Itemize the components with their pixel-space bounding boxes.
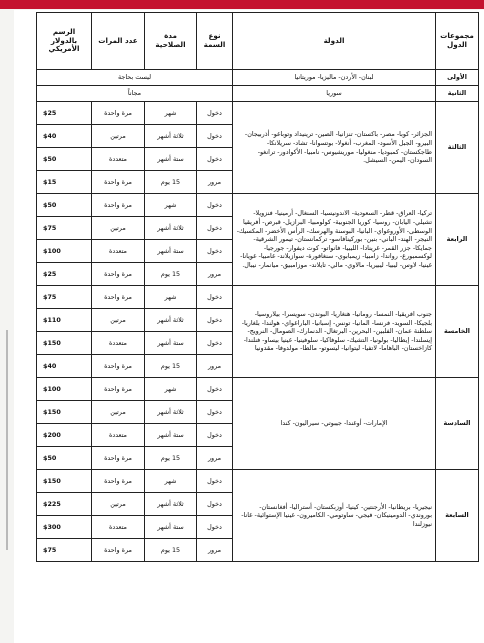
group-note: ليست بحاجة xyxy=(37,70,233,86)
entries-cell: مرة واحدة xyxy=(92,470,145,493)
entries-cell: مرتين xyxy=(92,401,145,424)
entries-cell: مرتين xyxy=(92,309,145,332)
entries-cell: مرة واحدة xyxy=(92,171,145,194)
entries-cell: مرة واحدة xyxy=(92,378,145,401)
visa-type-cell: دخول xyxy=(197,470,233,493)
visa-type-cell: دخول xyxy=(197,401,233,424)
fee-cell: $225 xyxy=(37,493,92,516)
header-fee: الرسم بالدولار الأمريكي xyxy=(37,13,92,70)
validity-cell: شهر xyxy=(145,286,197,309)
visa-type-cell: دخول xyxy=(197,332,233,355)
group-countries: لبنان- الأردن- ماليزيا- موريتانيا xyxy=(233,70,436,86)
validity-cell: 15 يوم xyxy=(145,171,197,194)
validity-cell: ثلاثة أشهر xyxy=(145,493,197,516)
group-countries: نيجيريا- بريطانيا- الأرجنتين- كينيا- أوزبكستان- أستراليا- أفغانستان- بوروندي- الدومينيكان- فيجي- ساوتومي- الكاميرون- غينيا الإستوائية- غانا- نيوزلندا xyxy=(233,470,436,562)
entries-cell: متعددة xyxy=(92,516,145,539)
visa-type-cell: دخول xyxy=(197,217,233,240)
fee-cell: $75 xyxy=(37,539,92,562)
group-countries: جنوب افريقيا- النمسا- رومانيا- هنغاريا- البوندن- سويسرا- بيلاروسيا- بلجيكا- السويد- فرنسا- المانيا- تونس- إسبانيا- الباراغواي- هولندا- بلغاريا- سلطنة عمان- الفلبين- البحرين- البرتغال- الدنمارك- الصومال- النرويج- إيسلندا- إيطاليا- بولونيا- التشيك- سلوفاكيا- سلوفينيا- غينيا بيساو- فنلندا- كازاخستان- الباهاما- لاتفيا- ليتوانيا- ليسوتو- مالطا- مولدوفا- مقدونيا xyxy=(233,286,436,378)
entries-cell: متعددة xyxy=(92,240,145,263)
entries-cell: مرة واحدة xyxy=(92,286,145,309)
validity-cell: 15 يوم xyxy=(145,539,197,562)
validity-cell: شهر xyxy=(145,194,197,217)
fee-cell: $150 xyxy=(37,401,92,424)
group-name: السادسة xyxy=(436,378,479,470)
entries-cell: متعددة xyxy=(92,332,145,355)
visa-type-cell: دخول xyxy=(197,309,233,332)
fee-cell: $75 xyxy=(37,217,92,240)
entries-cell: متعددة xyxy=(92,424,145,447)
header-entries: عدد المرات xyxy=(92,13,145,70)
header-countries: الدولة xyxy=(233,13,436,70)
validity-cell: ستة أشهر xyxy=(145,240,197,263)
table-row xyxy=(37,102,479,125)
fee-cell: $25 xyxy=(37,263,92,286)
entries-cell: مرتين xyxy=(92,217,145,240)
validity-cell: ستة أشهر xyxy=(145,424,197,447)
fee-cell: $75 xyxy=(37,286,92,309)
visa-type-cell: دخول xyxy=(197,240,233,263)
validity-cell: ستة أشهر xyxy=(145,148,197,171)
group-countries: تركيا- العراق- قطر- السعودية- الاندونيسيا- السنغال- أرمينيا- فنزويلا- تشيلي- اليابان- روسيا- كوريا الجنوبية- كولومبيا- البرازيل- قبرص- أفريقيا الوسطى- الأوروغواي- البانيا- البوسنة والهرسك- الرأس الأخضر- المكسيك- النيجر- الهند- الباني- بنين- بوركينافاسو- تركمانستان- تيمور الشرقية- جمايكا- جزر القمر- غرينادا- الليبيا- فانواتو- كوت ديفوار- جورجيا- لوكسمبورغ- رواندا- زامبيا- زيمبابوي- سنغافورة- سوازيلاند- غامبيا- غويانا- غينيا- لاوس- ليبيا- ليبيريا- مالاوي- مالي- تايلاند- موزامبيق- ميانمار- نيبال. xyxy=(233,194,436,286)
validity-cell: ستة أشهر xyxy=(145,516,197,539)
visa-fees-table xyxy=(36,12,479,562)
group-name: الأولى xyxy=(436,70,479,86)
validity-cell: شهر xyxy=(145,102,197,125)
visa-type-cell: مرور xyxy=(197,447,233,470)
entries-cell: مرتين xyxy=(92,125,145,148)
visa-type-cell: مرور xyxy=(197,263,233,286)
header-visa-type: نوع السمة xyxy=(197,13,233,70)
group-name: الخامسة xyxy=(436,286,479,378)
table-row xyxy=(37,470,479,493)
group-countries: سوريا xyxy=(233,86,436,102)
fee-cell: $25 xyxy=(37,102,92,125)
fee-cell: $300 xyxy=(37,516,92,539)
page-edge-line xyxy=(6,330,8,550)
group-name: السابعة xyxy=(436,470,479,562)
entries-cell: مرة واحدة xyxy=(92,539,145,562)
visa-type-cell: مرور xyxy=(197,171,233,194)
validity-cell: ثلاثة أشهر xyxy=(145,217,197,240)
entries-cell: مرة واحدة xyxy=(92,194,145,217)
entries-cell: مرة واحدة xyxy=(92,447,145,470)
fee-cell: $150 xyxy=(37,332,92,355)
table-header-row xyxy=(37,13,479,70)
validity-cell: 15 يوم xyxy=(145,355,197,378)
validity-cell: ثلاثة أشهر xyxy=(145,309,197,332)
table-row xyxy=(37,86,479,102)
fee-cell: $40 xyxy=(37,355,92,378)
group-name: الرابعة xyxy=(436,194,479,286)
visa-type-cell: دخول xyxy=(197,424,233,447)
fee-cell: $100 xyxy=(37,240,92,263)
entries-cell: مرة واحدة xyxy=(92,355,145,378)
entries-cell: مرة واحدة xyxy=(92,102,145,125)
visa-type-cell: دخول xyxy=(197,493,233,516)
fee-cell: $50 xyxy=(37,194,92,217)
visa-type-cell: دخول xyxy=(197,148,233,171)
visa-type-cell: دخول xyxy=(197,286,233,309)
visa-type-cell: دخول xyxy=(197,102,233,125)
document-page xyxy=(14,10,484,643)
group-countries: الإمارات- أوغندا- جيبوتي- سيراليون- كندا xyxy=(233,378,436,470)
group-note: مجاناً xyxy=(37,86,233,102)
table-row xyxy=(37,286,479,309)
fee-cell: $15 xyxy=(37,171,92,194)
validity-cell: 15 يوم xyxy=(145,447,197,470)
validity-cell: شهر xyxy=(145,470,197,493)
validity-cell: 15 يوم xyxy=(145,263,197,286)
fee-cell: $200 xyxy=(37,424,92,447)
entries-cell: مرة واحدة xyxy=(92,263,145,286)
fee-cell: $50 xyxy=(37,148,92,171)
table-row xyxy=(37,194,479,217)
fee-cell: $150 xyxy=(37,470,92,493)
entries-cell: مرتين xyxy=(92,493,145,516)
header-validity: مدة الصلاحية xyxy=(145,13,197,70)
validity-cell: ستة أشهر xyxy=(145,332,197,355)
header-group: مجموعات الدول xyxy=(436,13,479,70)
validity-cell: ثلاثة أشهر xyxy=(145,125,197,148)
table-row xyxy=(37,378,479,401)
fee-cell: $40 xyxy=(37,125,92,148)
group-name: الثالثة xyxy=(436,102,479,194)
fee-cell: $50 xyxy=(37,447,92,470)
table-row xyxy=(37,70,479,86)
entries-cell: متعددة xyxy=(92,148,145,171)
visa-type-cell: دخول xyxy=(197,194,233,217)
top-accent-bar xyxy=(0,0,484,9)
group-countries: الجزائر- كوبا- مصر- باكستان- تنزانيا- الصين- ترينيداد وتوباغو- أذربيجان- البيرو- الجبل الأسود- المغرب- أنغولا- بوتسوانا- تشاد- سريلانكا- طاجكستان- كمبوديا- منغوليا- موريشيوس- نامبيا- الأكوادور- ترانغو- السودان- اليمن- السيشل. xyxy=(233,102,436,194)
validity-cell: ثلاثة أشهر xyxy=(145,401,197,424)
visa-type-cell: مرور xyxy=(197,355,233,378)
validity-cell: شهر xyxy=(145,378,197,401)
fee-cell: $110 xyxy=(37,309,92,332)
visa-type-cell: مرور xyxy=(197,539,233,562)
visa-type-cell: دخول xyxy=(197,378,233,401)
fee-cell: $100 xyxy=(37,378,92,401)
visa-type-cell: دخول xyxy=(197,516,233,539)
group-name: الثانية xyxy=(436,86,479,102)
visa-type-cell: دخول xyxy=(197,125,233,148)
